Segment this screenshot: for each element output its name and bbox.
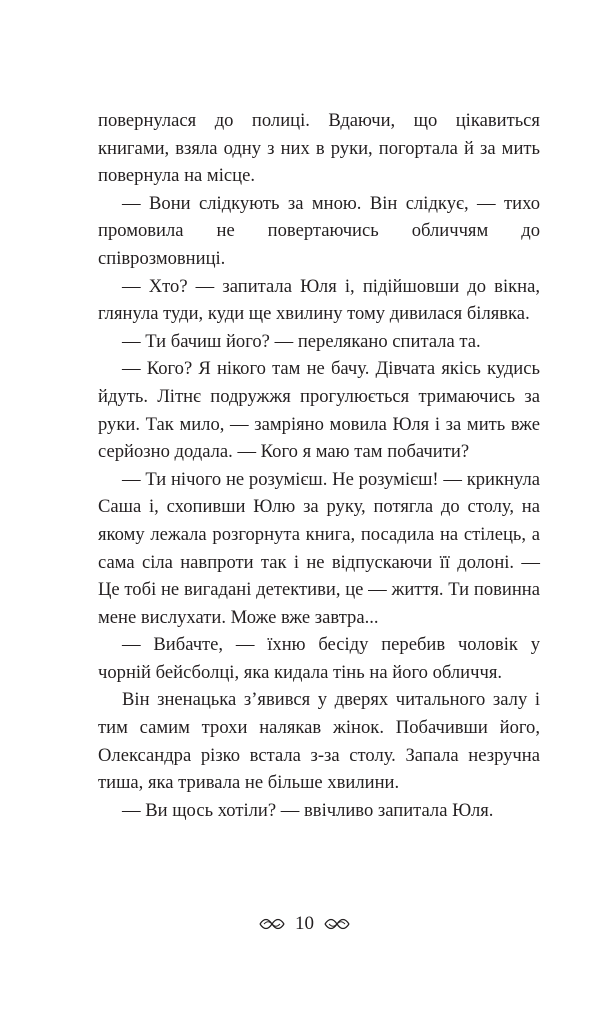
paragraph: — Хто? — запитала Юля і, підійшовши до вікна, глянула туди, куди ще хвилину тому дивилася білявка.	[98, 275, 540, 325]
paragraph: — Кого? Я нікого там не бачу. Дівчата якісь кудись йдуть. Літнє подружжя прогулюється тримаючись за руки. Так мило, — замріяно мовила Юля і за мить вже серйозно додала. — Кого я маю там побачити?	[98, 358, 540, 463]
body-text	[98, 107, 540, 824]
paragraph: — Ви щось хотіли? — ввічливо запитала Юля.	[122, 799, 494, 821]
paragraph: — Вони слідкують за мною. Він слідкує, — тихо промовила не повертаючись обличчям до співрозмовниці.	[98, 192, 540, 269]
right-ornament-icon	[324, 918, 350, 930]
paragraph: — Ти бачиш його? — перелякано спитала та.	[122, 330, 481, 352]
page-number: 10	[295, 913, 314, 934]
page-footer	[0, 913, 609, 935]
paragraph: — Вибачте, — їхню бесіду перебив чоловік у чорній бейсболці, яка кидала тінь на його обличчя.	[98, 634, 540, 683]
paragraph: повернулася до полиці. Вдаючи, що цікавиться книгами, взяла одну з них в руки, погортала й за мить повернула на місце.	[98, 110, 540, 187]
left-ornament-icon	[259, 918, 285, 930]
paragraph: — Ти нічого не розумієш. Не розумієш! — крикнула Саша і, схопивши Юлю за руку, потягла до столу, на якому лежала розгорнута книга, посадила на стілець, а сама сіла навпроти так і не відпускаючи її долоні. — Це тобі не вигадані детективи, це — життя. Ти повинна мене вислухати. Може вже завтра...	[98, 468, 540, 628]
paragraph: Він зненацька з’явився у дверях читального залу і тим самим трохи налякав жінок. Побачивши його, Олександра різко встала з-за столу. Запала незручна тиша, яка тривала не більше хвилини.	[98, 689, 540, 794]
